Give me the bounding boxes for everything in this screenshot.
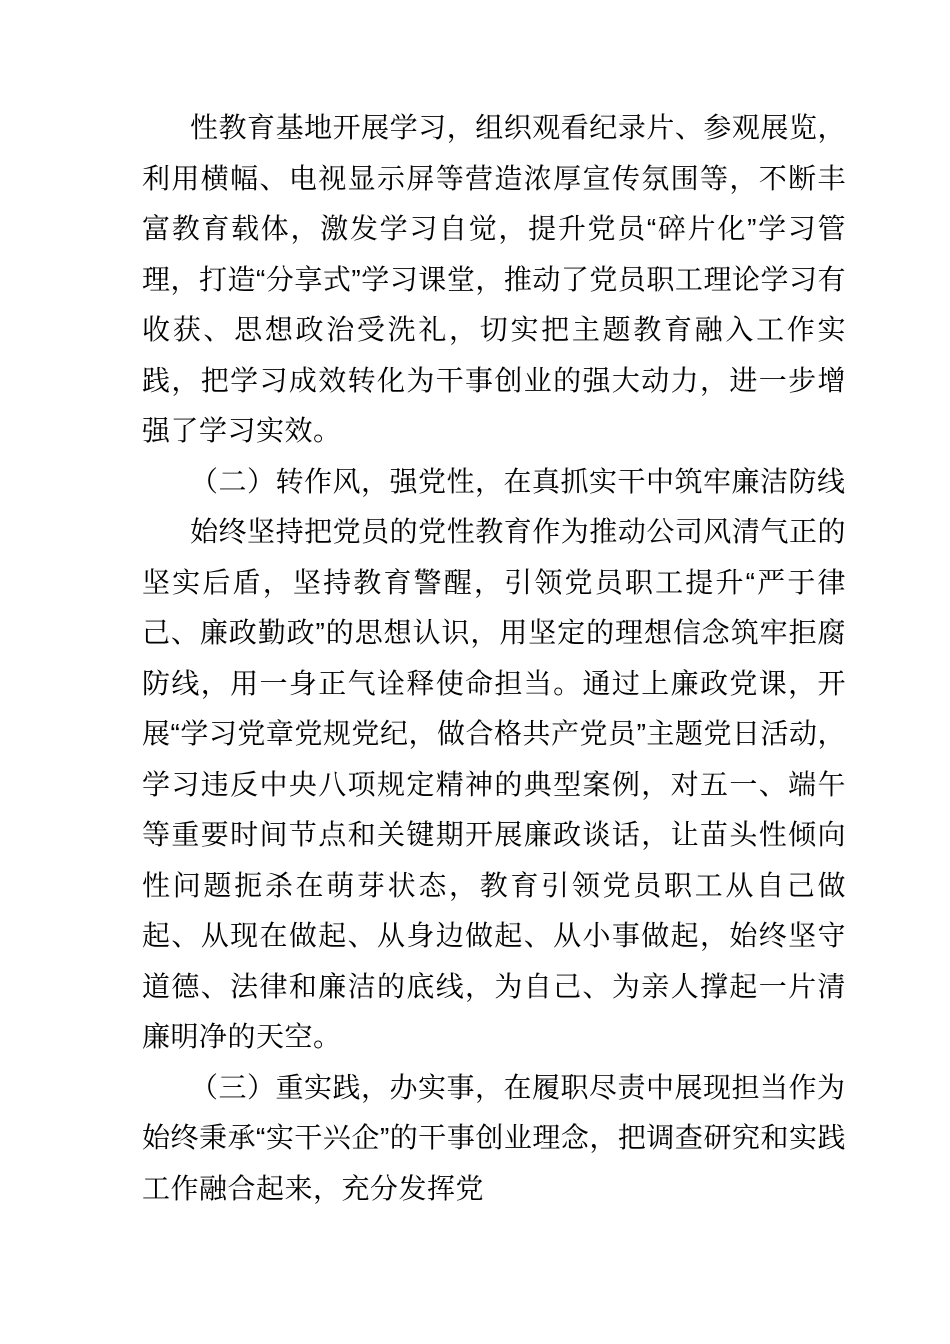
paragraph: 性教育基地开展学习，组织观看纪录片、参观展览，利用横幅、电视显示屏等营造浓厚宣传氛围等，不断丰富教育载体，激发学习自觉，提升党员“碎片化”学习管理，打造“分享式”学习课堂，推动了党员职工理论学习有收获、思想政治受洗礼，切实把主题教育融入工作实践，把学习成效转化为干事创业的强大动力，进一步增强了学习实效。 [142,112,846,446]
paragraph: （二）转作风，强党性，在真抓实干中筑牢廉洁防线 [190,465,846,497]
document-body [142,103,846,1214]
paragraph: 始终秉承“实干兴企”的干事创业理念，把调查研究和实践工作融合起来，充分发挥党 [142,1122,846,1204]
paragraph: 始终坚持把党员的党性教育作为推动公司风清气正的坚实后盾，坚持教育警醒，引领党员职工提升“严于律己、廉政勤政”的思想认识，用坚定的理想信念筑牢拒腐防线，用一身正气诠释使命担当。通过上廉政党课，开展“学习党章党规党纪，做合格共产党员”主题党日活动，学习违反中央八项规定精神的典型案例，对五一、端午等重要时间节点和关键期开展廉政谈话，让苗头性倾向性问题扼杀在萌芽状态，教育引领党员职工从自己做起、从现在做起、从身边做起、从小事做起，始终坚守道德、法律和廉洁的底线，为自己、为亲人撑起一片清廉明净的天空。 [142,516,846,1052]
paragraph: （三）重实践，办实事，在履职尽责中展现担当作为 [190,1071,846,1103]
